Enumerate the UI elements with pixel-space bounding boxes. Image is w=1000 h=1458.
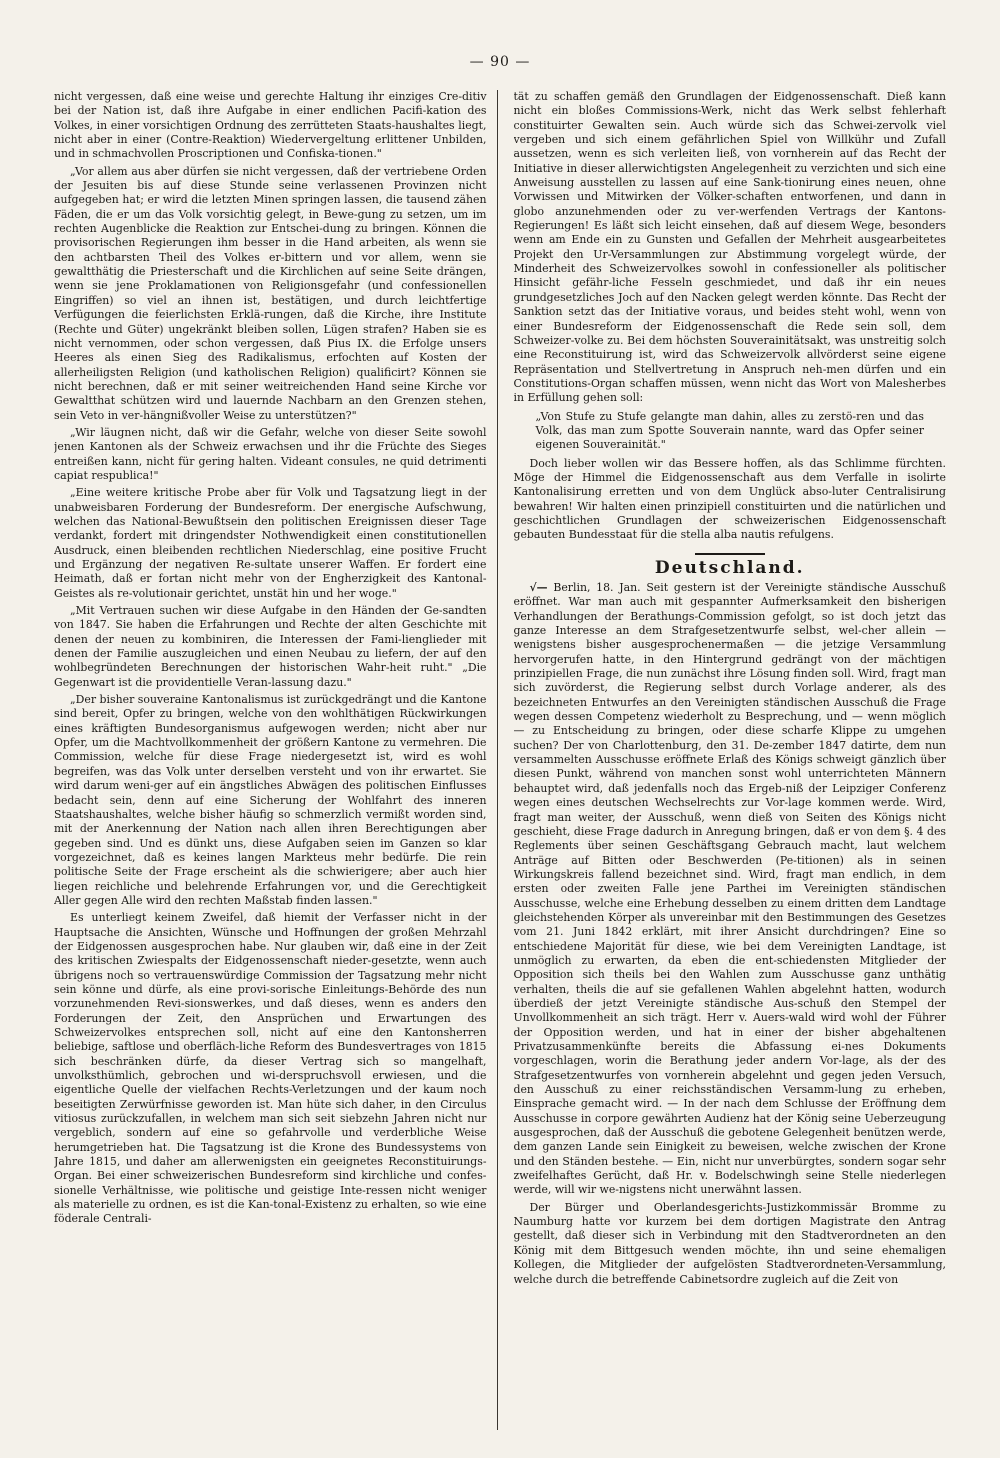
left-paragraph: „Wir läugnen nicht, daß wir die Gefahr, welche von dieser Seite sowohl jenen Kantonen als der Schweiz erwachsen und ihr die Früchte des Sieges entreißen kann, nicht für gering halten. Videant consules, ne quid detrimenti capiat respublica!" [54, 425, 487, 482]
right-paragraph: tät zu schaffen gemäß den Grundlagen der Eidgenossenschaft. Dieß kann nicht ein bloßes Commissions-Werk, nicht das Werk selbst fehlerhaft constituirter Gewalten sein. Auch würde sich das Schwei-zervolk viel vergeben und sich einem gefährlichen Spiel von Willkühr und Zufall aussetzen, wenn es sich verleiten ließ, von vornherein auf das Recht der Initiative in dieser allerwichtigsten Angelegenheit zu verzichten und sich eine Anweisung ausstellen zu lassen auf eine Sank-tionirung eines neuen, ohne Vorwissen und Mitwirken der Völker-schaften entworfenen, und dann in globo anzunehmenden oder zu ver-werfenden Vertrags der Kantons-Regierungen! Es läßt sich leicht einsehen, daß auf diesem Wege, besonders wenn am Ende ein zu Gunsten und Gefallen der Mehrheit ausgearbeitetes Projekt den Ur-Versammlungen zur Abstimmung vorgelegt würde, der Minderheit des Schweizervolkes sowohl in confessioneller als politischer Hinsicht gefähr-liche Fesseln geschmiedet, und daß ihr ein neues grundgesetzliches Joch auf den Nacken gelegt werden könnte. Das Recht der Sanktion setzt das der Initiative voraus, und beides steht wohl, wenn von einer Bundesreform der Eidgenossenschaft die Rede sein soll, dem Schweizer-volke zu. Bei dem höchsten Souverainitätsakt, was unstreitig solch eine Reconstituirung ist, wird das Schweizervolk allvörderst seine eigene Repräsentation und Stellvertretung in Anspruch neh-men dürfen und ein Constitutions-Organ schaffen müssen, wenn nicht das Wort von Malesherbes in Erfüllung gehen soll: [513, 90, 946, 405]
section-divider [695, 553, 765, 555]
left-paragraph: nicht vergessen, daß eine weise und gerechte Haltung ihr einziges Cre-ditiv bei der Nation ist, daß ihre Aufgabe in einer endlichen Pacifi-kation des Volkes, in einer vorsichtigen Ordnung des zerrütteten Staats-haushaltes liegt, nicht aber in einer (Contre-Reaktion) Wiedervergeltung erlittener Unbilden, und in schmachvollen Proscriptionen und Confiska-tionen." [54, 90, 487, 161]
left-paragraph: „Eine weitere kritische Probe aber für Volk und Tagsatzung liegt in der unabweisbaren Forderung der Bundesreform. Der energische Aufschwung, welchen das National-Bewußtsein den politischen Ereignissen dieser Tage verdankt, fordert mit dringendster Nothwendigkeit einen constitutionellen Ausdruck, einen bleibenden rechtlichen Niederschlag, eine positive Frucht und Ergänzung der negativen Re-sultate unserer Waffen. Er fordert eine Heimath, daß er fortan nicht mehr von der Engherzigkeit des Kantonal-Geistes als re-volutionair gerichtet, unstät hin und her woge." [54, 486, 487, 600]
correspondent-mark: √— [529, 581, 548, 594]
left-paragraph: „Der bisher souveraine Kantonalismus ist zurückgedrängt und die Kantone sind bereit, Opfer zu bringen, welche von den wohlthätigen Rückwirkungen eines kräftigten Bundesorganismus aufgewogen werden; nicht aber nur Opfer, um die Machtvollkommenheit der größern Kantone zu vermehren. Die Commission, welche für diese Frage niedergesetzt ist, wird es wohl begreifen, was das Volk unter derselben versteht und von ihr erwartet. Sie wird darum weni-ger auf ein ängstliches Abwägen des politischen Einflusses bedacht sein, denn auf eine Sicherung der Wohlfahrt des inneren Staatshaushaltes, welche bisher häufig so schmerzlich vermißt worden sind, mit der Anerkennung der Nation nach allen ihren Berechtigungen aber gegeben sind. Und es dünkt uns, diese Aufgaben seien im Ganzen so klar vorgezeichnet, daß es keines langen Markteus mehr bedürfe. Die rein politische Seite der Frage erscheint als die schwierigere; aber auch hier liegen reichliche und belehrende Erfahrungen vor, und die Gerechtigkeit Aller gegen Alle wird den rechten Maßstab finden lassen." [54, 693, 487, 907]
article-text: Berlin, 18. Jan. Seit gestern ist der Vereinigte ständische Ausschuß eröffnet. War man auch mit gespannter Aufmerksamkeit den bisherigen Verhandlungen der Berathungs-Commission gefolgt, so ist doch jetzt das ganze Interesse an dem Strafgesetzentwurfe selbst, wel-cher allein — wenigstens bisher ausgesprochenermaßen — die jetzige Versammlung hervorgerufen hatte, in den Hintergrund gedrängt von der mächtigen prinzipiellen Frage, die nun zunächst ihre Lösung finden soll. Wird, fragt man sich zuvörderst, die Regierung selbst durch Vorlage anderer, als des bezeichneten Entwurfes an den Vereinigten ständischen Ausschuß die Frage wegen dessen Competenz wiederholt zu Besprechung, und — wenn möglich — zu Entscheidung zu bringen, oder diese scharfe Klippe zu umgehen suchen? Der von Charlottenburg, den 31. De-zember 1847 datirte, dem nun versammelten Ausschusse eröffnete Erlaß des Königs schweigt gänzlich über diesen Punkt, während von manchen sonst wohl unterrichteten Männern behauptet wird, daß jedenfalls noch das Ergeb-niß der Leipziger Conferenz wegen eines deutschen Wechselrechts zur Vor-lage kommen werde. Wird, fragt man weiter, der Ausschuß, wenn dieß von Seiten des Königs nicht geschieht, diese Frage dadurch in Anregung bringen, daß er von dem §. 4 des Reglements über seinen Geschäftsgang Gebrauch macht, laut welchem Anträge auf Bitten oder Beschwerden (Pe-titionen) als in seinen Wirkungskreis fallend bezeichnet sind. Wird, fragt man endlich, in dem ersten oder zweiten Falle jene Parthei im Vereinigten ständischen Ausschusse, welche eine Erhebung desselben zu einem dritten dem Landtage gleichstehenden Körper als unvereinbar mit den Bestimmungen des Gesetzes vom 21. Juni 1842 erklärt, mit ihrer Ansicht durchdringen? Eine so entschiedene Majorität für diese, wie bei dem Vereinigten Landtage, ist unmöglich zu erwarten, da eben die ent-schiedensten Mitglieder der Opposition sich theils bei den Wahlen zum Ausschusse ganz unthätig verhalten, theils die auf sie gefallenen Wahlen abgelehnt hatten, wodurch überdieß der jetzt Vereinigte ständische Aus-schuß den Stempel der Unvollkommenheit an sich trägt. Herr v. Auers-wald wird wohl der Führer der Opposition werden, und hat in einer der bisher abgehaltenen Privatzusammenkünfte bereits die Abfassung ei-nes Dokuments vorgeschlagen, worin die Berathung jeder andern Vor-lage, als der des Strafgesetzentwurfes von vornherein abgelehnt und gegen jeden Versuch, den Ausschuß zu einer reichsständischen Versamm-lung zu erheben, Einsprache gemacht wird. — In der nach dem Schlusse der Eröffnung dem Ausschusse in corpore gewährten Audienz hat der König seine Ueberzeugung ausgesprochen, daß der Ausschuß die gebotene Gelegenheit benützen werde, dem ganzen Lande sein Einigkeit zu beweisen, welche zwischen der Krone und den Ständen bestehe. — Ein, nicht nur unverbürgtes, sondern sogar sehr zweifelhaftes Gerücht, daß Hr. v. Bodelschwingh seine Stelle niederlegen werde, will wir we-nigstens nicht unerwähnt lassen. [513, 581, 946, 1197]
left-paragraph: „Vor allem aus aber dürfen sie nicht vergessen, daß der vertriebene Orden der Jesuiten bis auf diese Stunde seine verlassenen Provinzen nicht aufgegeben hat; er wird die letzten Minen springen lassen, die tausend zähen Fäden, die er um das Volk vorsichtig gelegt, in Bewe-gung zu setzen, um im rechten Augenblicke die Reaktion zur Entschei-dung zu bringen. Können die provisorischen Regierungen ihm besser in die Hand arbeiten, als wenn sie den achtbarsten Theil des Volkes er-bittern und vor allem, wenn sie gewaltthätig die Priesterschaft und die Kirchlichen auf seine Seite drängen, wenn sie jene Proklamationen von Religionsgefahr (und confessionellen Eingriffen) so viel an ihnen ist, bestätigen, und durch leichtfertige Verfügungen die feierlichsten Erklä-rungen, daß die Kirche, ihre Institute (Rechte und Güter) ungekränkt bleiben sollen, Lügen strafen? Haben sie es nicht vernommen, oder schon vergessen, daß Pius IX. die Erfolge unsers Heeres als einen Sieg des Radikalismus, erfochten auf Kosten der allerheiligsten Religion (und katholischen Religion) qualificirt? Können sie nicht berechnen, daß er mit seiner weitreichenden Hand seine Kirche vor Gewaltthat schützen wird und lauernde Nachbarn an den Grenzen stehen, sein Veto in ver-hängnißvoller Weise zu unterstützen?" [54, 164, 487, 422]
page-number: — 90 — [469, 54, 531, 70]
text-columns [54, 90, 946, 1430]
article-paragraph: Der Bürger und Oberlandesgerichts-Justizkommissär Bromme zu Naumburg hatte vor kurzem bei dem dortigen Magistrate den Antrag gestellt, daß dieser sich in Verbindung mit den Stadtverordneten an den König mit dem Bittgesuch wenden möchte, ihn und seine ehemaligen Kollegen, die Mitglieder der aufgelösten Stadtverordneten-Versammlung, welche durch die betreffende Cabinetsordre zugleich auf die Zeit von [513, 1200, 946, 1286]
right-paragraph: Doch lieber wollen wir das Bessere hoffen, als das Schlimme fürchten. Möge der Himmel die Eidgenossenschaft aus dem Verfalle in isolirte Kantonalisirung erretten und von dem Unglück abso-luter Centralisirung bewahren! Wir halten einen prinzipiell constituirten und die natürlichen und geschichtlichen Grundlagen der schweizerischen Eidgenossenschaft gebauten Bundesstaat für die stella alba nautis refulgens. [513, 456, 946, 542]
right-column [514, 90, 947, 1430]
left-paragraph: Es unterliegt keinem Zweifel, daß hiemit der Verfasser nicht in der Hauptsache die Ansichten, Wünsche und Hoffnungen der großen Mehrzahl der Eidgenossen ausgesprochen habe. Nur glauben wir, daß eine in der Zeit des kritischen Zwiespalts der Eidgenossenschaft nieder-gesetzte, wenn auch übrigens noch so vertrauenswürdige Commission der Tagsatzung mehr nicht sein könne und dürfe, als eine provi-sorische Einleitungs-Behörde des nun vorzunehmenden Revi-sionswerkes, und daß dieses, wenn es anders den Forderungen der Zeit, den Ansprüchen und Erwartungen des Schweizervolkes entsprechen soll, nicht auf eine den Kantonsherren beliebige, saftlose und oberfläch-liche Reform des Bundesvertrages von 1815 sich beschränken dürfe, da dieser Vertrag sich so mangelhaft, unvolksthümlich, gebrochen und wi-derspruchsvoll erwiesen, und die eigentliche Quelle der vielfachen Rechts-Verletzungen und der kaum noch beseitigten Zerwürfnisse geworden ist. Man hüte sich daher, in den Circulus vitiosus zurückzufallen, in welchem man sich seit siebzehn Jahren nicht nur vergeblich, sondern auf eine so gefahrvolle und verderbliche Weise herumgetrieben hat. Die Tagsatzung ist die Krone des Bundessystems von Jahre 1815, und daher am allerwenigsten ein geeignetes Reconstituirungs-Organ. Bei einer schweizerischen Bundesreform sind kirchliche und confes-sionelle Verhältnisse, wie politische und geistige Inte-ressen nicht weniger als materielle zu ordnen, es ist die Kan-tonal-Existenz zu erhalten, so wie eine föderale Centrali- [54, 911, 487, 1226]
left-column [54, 90, 498, 1430]
left-paragraph: „Mit Vertrauen suchen wir diese Aufgabe in den Händen der Ge-sandten von 1847. Sie haben die Erfahrungen und Rechte der alten Geschichte mit denen der neuen zu kombiniren, die Interessen der Fami-lienglieder mit denen der Familie auszugleichen und einen Neubau zu liefern, der auf den wohlbegründeten Berechnungen der historischen Wahr-heit ruht." „Die Gegenwart ist die providentielle Veran-lassung dazu." [54, 604, 487, 689]
section-title: Deutschland. [654, 557, 805, 578]
blockquote: „Von Stufe zu Stufe gelangte man dahin, alles zu zerstö-ren und das Volk, das man zum Spotte Souverain nannte, ward das Opfer seiner eigenen Souverainität." [535, 409, 924, 452]
